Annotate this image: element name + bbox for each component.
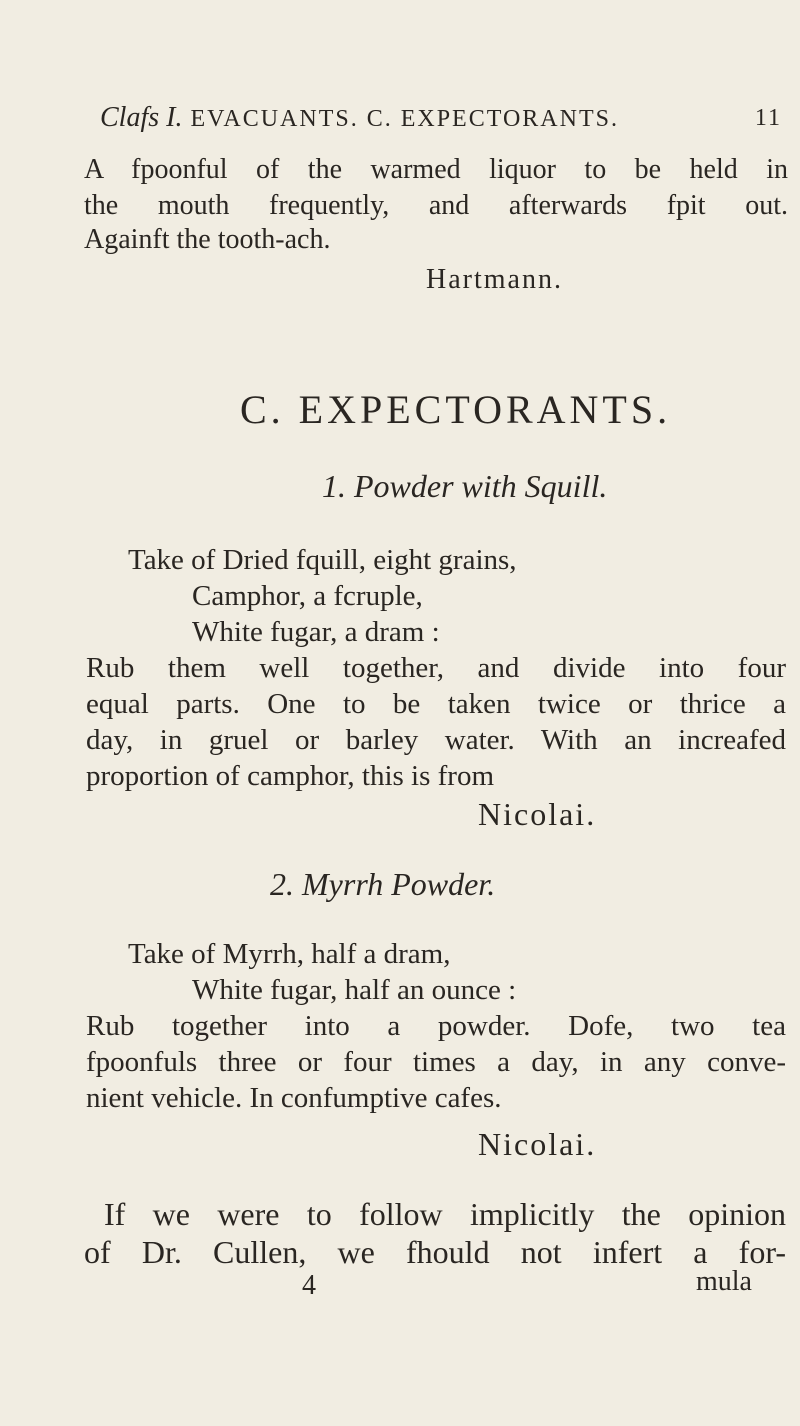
recipe-line: Rub them well together, and divide into four <box>86 652 786 684</box>
page-number: 11 <box>754 105 782 131</box>
closing-line: If we were to follow implicitly the opinion <box>104 1196 786 1232</box>
recipe-line: Rub together into a powder. Dofe, two tea <box>86 1010 786 1042</box>
author-attribution: Nicolai. <box>478 796 597 832</box>
intro-line: Againft the tooth-ach. <box>84 224 331 255</box>
author-attribution: Nicolai. <box>478 1126 597 1162</box>
catchword: mula <box>696 1266 752 1297</box>
recipe-line: Camphor, a fcruple, <box>192 580 423 612</box>
intro-line: the mouth frequently, and afterwards fpit out. <box>84 190 788 221</box>
closing-line: of Dr. Cullen, we fhould not infert a for- <box>84 1234 786 1270</box>
class-label: Clafs I. <box>100 102 183 133</box>
recipe-line: nient vehicle. In confumptive cafes. <box>86 1082 502 1114</box>
recipe-line: proportion of camphor, this is from <box>86 760 494 792</box>
recipe-line: Take of Myrrh, half a dram, <box>128 938 451 970</box>
recipe-line: Take of Dried fquill, eight grains, <box>128 544 517 576</box>
recipe-line: fpoonfuls three or four times a day, in any conve- <box>86 1046 786 1078</box>
section-title: C. EXPECTORANTS. <box>240 387 672 432</box>
author-attribution: Hartmann. <box>426 264 563 295</box>
recipe-title: 2. Myrrh Powder. <box>270 866 496 902</box>
recipe-line: day, in gruel or barley water. With an increafed <box>86 724 786 756</box>
signature-mark: 4 <box>302 1270 316 1301</box>
recipe-title: 1. Powder with Squill. <box>322 468 608 504</box>
recipe-line: White fugar, a dram : <box>192 616 440 648</box>
recipe-line: equal parts. One to be taken twice or thrice a <box>86 688 786 720</box>
intro-line: A fpoonful of the warmed liquor to be held in <box>84 154 788 185</box>
recipe-line: White fugar, half an ounce : <box>192 974 517 1006</box>
running-title: EVACUANTS. C. EXPECTORANTS. <box>190 106 619 132</box>
running-header <box>100 100 790 137</box>
